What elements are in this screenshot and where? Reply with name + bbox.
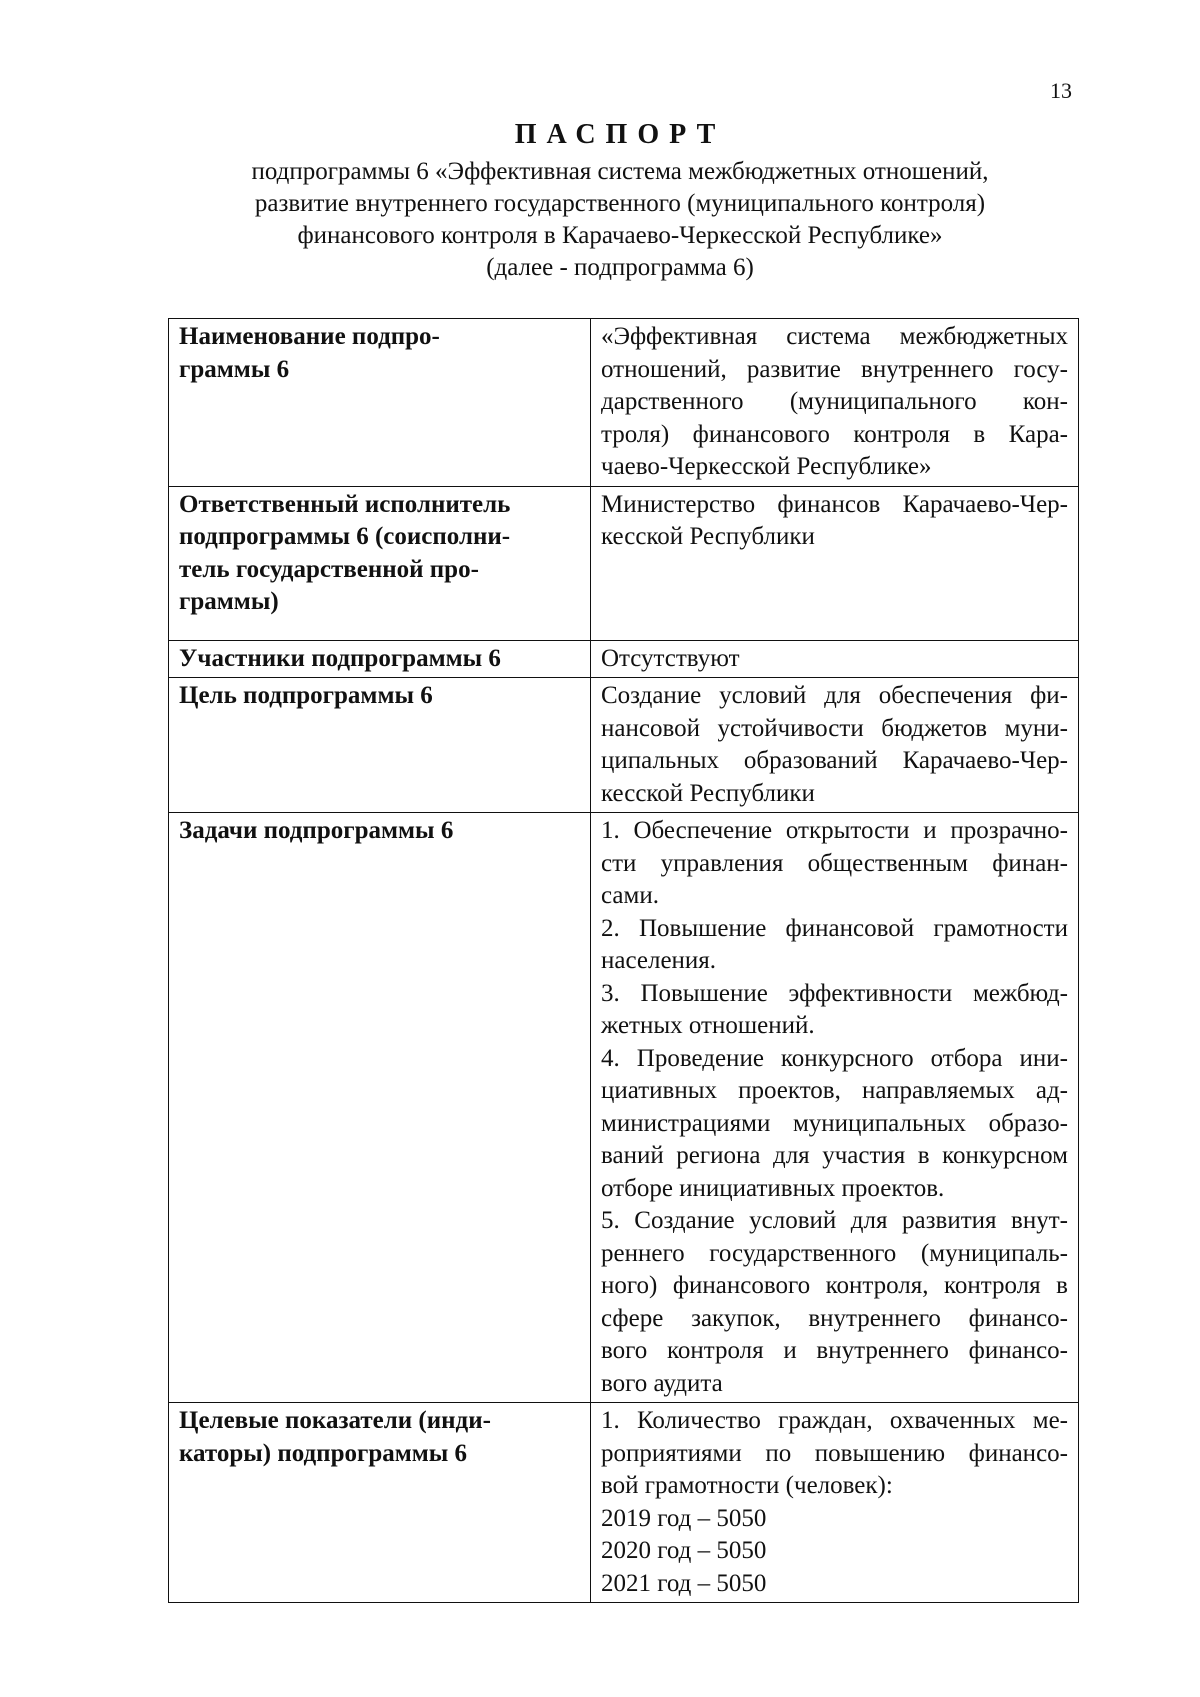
value-cell (591, 678, 1079, 813)
table-row-participants (169, 640, 1079, 678)
value-line: сфере закупок, внутреннего финансо- (601, 1304, 1068, 1332)
subtitle-line: подпрограммы 6 «Эффективная система межбюджетных отношений, (251, 158, 989, 185)
table-row-goal (169, 678, 1079, 813)
label-line: Цель подпрограммы 6 (179, 682, 433, 709)
value-line: 2021 год – 5050 (601, 1569, 767, 1597)
value-line: 1. Обеспечение открытости и прозрачно- (601, 817, 1068, 844)
passport-table (168, 318, 1079, 1603)
value-line: отборе инициативных проектов. (601, 1174, 945, 1202)
value-line: циативных проектов, направляемых ад- (601, 1077, 1068, 1104)
value-cell (591, 486, 1079, 640)
value-line: нансовой устойчивости бюджетов муни- (601, 714, 1068, 742)
label-line: каторы) подпрограммы 6 (179, 1439, 468, 1467)
value-line: 2019 год – 5050 (601, 1504, 767, 1532)
value-line: отношений, развитие внутреннего госу- (601, 355, 1068, 383)
value-line: 1. Количество граждан, охваченных ме- (601, 1407, 1068, 1434)
subtitle-line: финансового контроля в Карачаево-Черкесской Республике» (297, 222, 943, 249)
value-line: чаево-Черкесской Республике» (601, 453, 932, 480)
document-title: ПАСПОРТ (514, 119, 726, 150)
label-cell (169, 319, 591, 487)
page-number: 13 (1050, 78, 1072, 103)
table-row-tasks (169, 813, 1079, 1403)
value-line: Министерство финансов Карачаево-Чер- (601, 490, 1068, 518)
value-line: 2020 год – 5050 (601, 1537, 767, 1564)
value-cell (591, 640, 1079, 678)
value-line: ципальных образований Карачаево-Чер- (601, 747, 1068, 774)
value-line: сти управления общественным финан- (601, 849, 1068, 877)
value-line: кесской Республики (601, 523, 815, 550)
document-header (160, 118, 1080, 284)
value-line: Создание условий для обеспечения фи- (601, 682, 1068, 709)
value-line: Отсутствуют (601, 644, 740, 672)
value-line: 5. Создание условий для развития внут- (601, 1207, 1068, 1234)
subtitle-line: развитие внутреннего государственного (муниципального контроля) (254, 190, 986, 217)
value-line: дарственного (муниципального кон- (601, 388, 1068, 415)
value-line: «Эффективная система межбюджетных (601, 323, 1068, 350)
value-line: троля) финансового контроля в Кара- (601, 420, 1068, 448)
subtitle-line: (далее - подпрограмма 6) (486, 254, 754, 281)
label-line: подпрограммы 6 (соисполни- (179, 523, 511, 550)
value-line: населения. (601, 947, 717, 974)
value-line: роприятиями по повышению финансо- (601, 1439, 1068, 1467)
value-cell (591, 1403, 1079, 1603)
value-line: ного) финансового контроля, контроля в (601, 1272, 1068, 1299)
label-cell (169, 486, 591, 640)
label-line: тель государственной про- (179, 555, 479, 583)
value-cell (591, 813, 1079, 1403)
label-cell (169, 1403, 591, 1603)
value-line: кесской Республики (601, 779, 815, 807)
label-cell (169, 678, 591, 813)
value-line: вого аудита (601, 1369, 723, 1397)
value-line: ваний региона для участия в конкурсном (601, 1142, 1068, 1169)
label-line: Задачи подпрограммы 6 (179, 817, 454, 844)
label-line: Ответственный исполнитель (179, 490, 511, 518)
label-line: Наименование подпро- (179, 323, 440, 350)
value-cell (591, 319, 1079, 487)
value-line: 3. Повышение эффективности межбюд- (601, 979, 1068, 1007)
table-row-indicators (169, 1403, 1079, 1603)
value-line: 4. Проведение конкурсного отбора ини- (601, 1044, 1068, 1072)
table-row-name (169, 319, 1079, 487)
label-cell (169, 640, 591, 678)
value-line: реннего государственного (муниципаль- (601, 1239, 1068, 1267)
value-line: сами. (601, 882, 659, 909)
value-line: вой грамотности (человек): (601, 1472, 893, 1499)
value-line: 2. Повышение финансовой грамотности (601, 914, 1068, 942)
table-row-executor (169, 486, 1079, 640)
label-line: Целевые показатели (инди- (179, 1407, 491, 1434)
label-cell (169, 813, 591, 1403)
label-line: граммы 6 (179, 355, 290, 383)
value-line: вого контроля и внутреннего финансо- (601, 1337, 1068, 1364)
label-line: граммы) (179, 588, 279, 615)
value-line: жетных отношений. (601, 1012, 815, 1039)
value-line: министрациями муниципальных образо- (601, 1109, 1068, 1137)
label-line: Участники подпрограммы 6 (179, 644, 501, 672)
